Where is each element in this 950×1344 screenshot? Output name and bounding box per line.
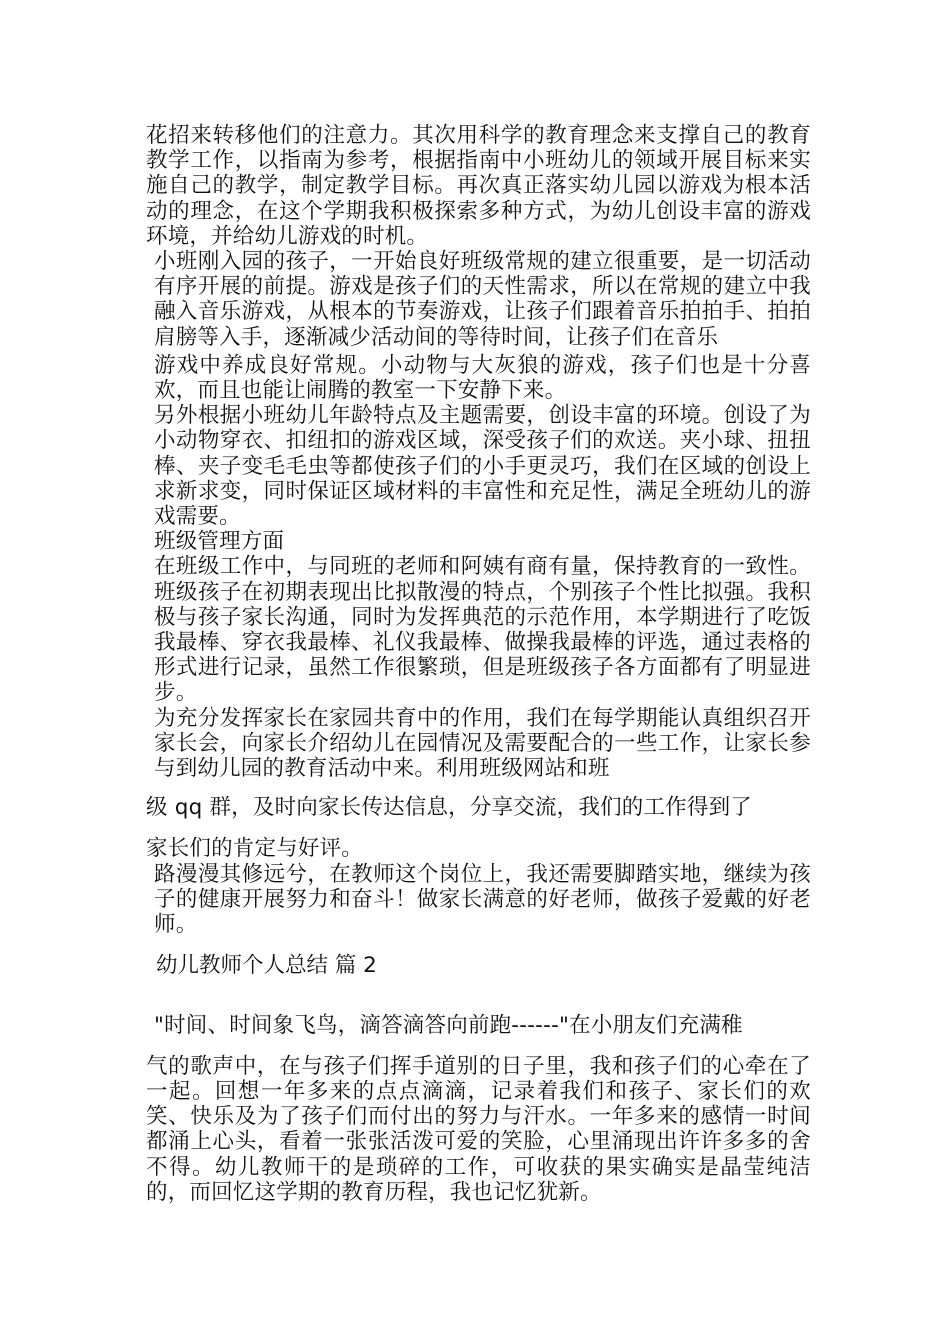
paragraph: 花招来转移他们的注意力。其次用科学的教育理念来支撑自己的教育教学工作，以指南为参考，根据指南中小班幼儿的领域开展目标来实施自己的教学，制定教学目标。再次真正落实幼儿园以游戏为根本活动的理念，在这个学期我积极探索多种方式，为幼儿创设丰富的游戏环境，并给幼儿游戏的时机。: [146, 123, 811, 249]
paragraph: 级 qq 群，及时向家长传达信息，分享交流，我们的工作得到了: [146, 795, 752, 821]
subheading-class-management: 班级管理方面: [154, 529, 285, 555]
paragraph: 另外根据小班幼儿年龄特点及主题需要，创设丰富的环境。创设了为小动物穿衣、扣纽扣的游戏区域，深受孩子们的欢送。夹小球、扭扭棒、夹子变毛毛虫等都使孩子们的小手更灵巧，我们在区域的创设上求新求变，同时保证区域材料的丰富性和充足性，满足全班幼儿的游戏需要。: [154, 403, 811, 530]
paragraph: "时间、时间象飞鸟，滴答滴答向前跑------"在小朋友们充满稚: [154, 1012, 743, 1038]
paragraph: 路漫漫其修远兮，在教师这个岗位上，我还需要脚踏实地，继续为孩子的健康开展努力和奋斗！做家长满意的好老师，做孩子爱戴的好老师。: [154, 861, 811, 938]
paragraph: 气的歌声中，在与孩子们挥手道别的日子里，我和孩子们的心牵在了一起。回想一年多来的点点滴滴，记录着我们和孩子、家长们的欢笑、快乐及为了孩子们而付出的努力与汗水。一年多来的感情一时间都涌上心头，看着一张张活泼可爱的笑脸，心里涌现出许许多多的舍不得。幼儿教师干的是琐碎的工作，可收获的果实确实是晶莹纯洁的，而回忆这学期的教育历程，我也记忆犹新。: [146, 1053, 811, 1205]
document-body: [146, 123, 811, 1205]
paragraph: 在班级工作中，与同班的老师和阿姨有商有量，保持教育的一致性。班级孩子在初期表现出比拟散漫的特点，个别孩子个性比拟强。我积极与孩子家长沟通，同时为发挥典范的示范作用，本学期进行了吃饭我最棒、穿衣我最棒、礼仪我最棒、做操我最棒的评选，通过表格的形式进行记录，虽然工作很繁琐，但是班级孩子各方面都有了明显进步。: [154, 554, 811, 706]
paragraph: 家长们的肯定与好评。: [146, 836, 364, 862]
paragraph: 为充分发挥家长在家园共育中的作用，我们在每学期能认真组织召开家长会，向家长介绍幼儿在园情况及需要配合的一些工作，让家长参与到幼儿园的教育活动中来。利用班级网站和班: [154, 705, 811, 782]
section-heading: 幼儿教师个人总结 篇 2: [156, 953, 377, 979]
paragraph: 小班刚入园的孩子，一开始良好班级常规的建立很重要，是一切活动有序开展的前提。游戏是孩子们的天性需求，所以在常规的建立中我融入音乐游戏，从根本的节奏游戏，让孩子们跟着音乐拍拍手、拍拍肩膀等入手，逐渐减少活动间的等待时间，让孩子们在音乐: [154, 249, 811, 350]
paragraph: 游戏中养成良好常规。小动物与大灰狼的游戏，孩子们也是十分喜欢，而且也能让闹腾的教室一下安静下来。: [154, 352, 811, 404]
